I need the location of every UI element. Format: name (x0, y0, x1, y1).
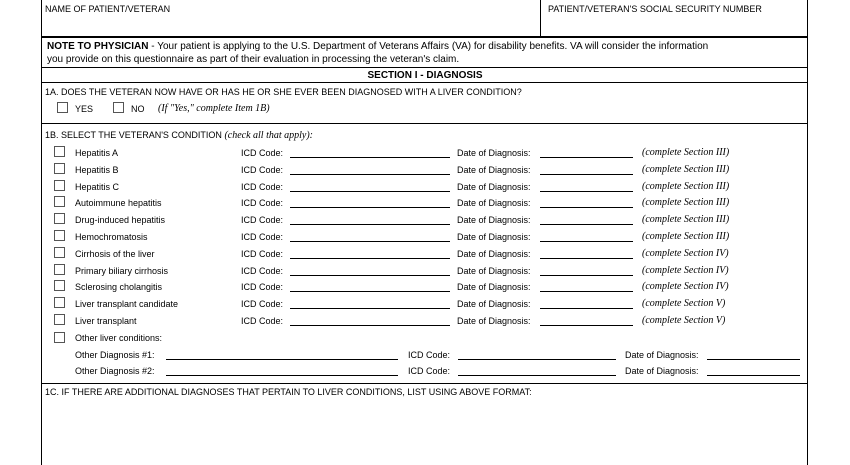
condition-checkbox[interactable] (54, 297, 65, 308)
date-of-diagnosis-field[interactable] (540, 241, 633, 242)
icd-code-field[interactable] (290, 224, 450, 225)
date-of-diagnosis-field[interactable] (540, 325, 633, 326)
condition-name: Hemochromatosis (75, 232, 148, 242)
other-1-date-label: Date of Diagnosis: (625, 350, 699, 360)
date-of-diagnosis-label: Date of Diagnosis: (457, 182, 531, 192)
note-title: NOTE TO PHYSICIAN (47, 41, 149, 52)
icd-code-field[interactable] (290, 191, 450, 192)
condition-name: Cirrhosis of the liver (75, 249, 155, 259)
icd-code-label: ICD Code: (241, 182, 284, 192)
yes-checkbox[interactable] (57, 102, 68, 113)
other-2-icd-label: ICD Code: (408, 366, 451, 376)
yes-label: YES (75, 104, 94, 114)
icd-code-field[interactable] (290, 207, 450, 208)
icd-code-field[interactable] (290, 174, 450, 175)
other-diagnosis-1-field[interactable] (166, 359, 398, 360)
date-of-diagnosis-label: Date of Diagnosis: (457, 215, 531, 225)
condition-checkbox[interactable] (54, 280, 65, 291)
complete-section-note: (complete Section IV) (642, 281, 729, 292)
patient-name-field[interactable] (42, 15, 539, 35)
date-of-diagnosis-field[interactable] (540, 258, 633, 259)
condition-name: Hepatitis C (75, 182, 120, 192)
other-conditions-checkbox[interactable] (54, 332, 65, 343)
ssn-field[interactable] (541, 15, 806, 35)
condition-checkbox[interactable] (54, 230, 65, 241)
icd-code-label: ICD Code: (241, 215, 284, 225)
complete-section-note: (complete Section III) (642, 181, 730, 192)
date-of-diagnosis-field[interactable] (540, 275, 633, 276)
date-of-diagnosis-label: Date of Diagnosis: (457, 198, 531, 208)
question-1b-text: 1B. SELECT THE VETERAN'S CONDITION (45, 130, 225, 140)
complete-section-note: (complete Section V) (642, 315, 726, 326)
icd-code-label: ICD Code: (241, 198, 284, 208)
date-of-diagnosis-field[interactable] (540, 174, 633, 175)
date-of-diagnosis-label: Date of Diagnosis: (457, 249, 531, 259)
date-of-diagnosis-label: Date of Diagnosis: (457, 165, 531, 175)
date-of-diagnosis-field[interactable] (540, 224, 633, 225)
q1a-bottom-rule (41, 123, 808, 124)
condition-checkbox[interactable] (54, 180, 65, 191)
icd-code-label: ICD Code: (241, 282, 284, 292)
icd-code-label: ICD Code: (241, 232, 284, 242)
complete-section-note: (complete Section III) (642, 214, 730, 225)
condition-name: Liver transplant (75, 316, 137, 326)
section-title-rule (41, 82, 808, 83)
icd-code-field[interactable] (290, 275, 450, 276)
condition-checkbox[interactable] (54, 163, 65, 174)
question-1a: 1A. DOES THE VETERAN NOW HAVE OR HAS HE OR SHE EVER BEEN DIAGNOSED WITH A LIVER CONDITION? (45, 87, 522, 97)
other-2-date-field[interactable] (707, 375, 800, 376)
condition-name: Sclerosing cholangitis (75, 282, 163, 292)
icd-code-label: ICD Code: (241, 249, 284, 259)
icd-code-field[interactable] (290, 308, 450, 309)
other-diagnosis-2-field[interactable] (166, 375, 398, 376)
complete-section-note: (complete Section V) (642, 298, 726, 309)
question-1c: 1C. IF THERE ARE ADDITIONAL DIAGNOSES THAT PERTAIN TO LIVER CONDITIONS, LIST USING ABOVE FORMAT: (45, 387, 532, 397)
icd-code-label: ICD Code: (241, 299, 284, 309)
note-text-line1: - Your patient is applying to the U.S. Department of Veterans Affairs (VA) for disability benefits. VA will consider the information (148, 41, 709, 52)
condition-name: Primary biliary cirrhosis (75, 266, 169, 276)
no-label: NO (131, 104, 145, 114)
other-conditions-label: Other liver conditions: (75, 333, 163, 343)
complete-section-note: (complete Section III) (642, 164, 730, 175)
icd-code-label: ICD Code: (241, 266, 284, 276)
condition-checkbox[interactable] (54, 196, 65, 207)
date-of-diagnosis-label: Date of Diagnosis: (457, 316, 531, 326)
no-checkbox[interactable] (113, 102, 124, 113)
patient-name-label: NAME OF PATIENT/VETERAN (45, 4, 171, 14)
condition-checkbox[interactable] (54, 314, 65, 325)
date-of-diagnosis-label: Date of Diagnosis: (457, 299, 531, 309)
complete-section-note: (complete Section III) (642, 197, 730, 208)
condition-name: Hepatitis A (75, 148, 119, 158)
icd-code-field[interactable] (290, 157, 450, 158)
complete-section-note: (complete Section III) (642, 147, 730, 158)
note-text-line2: you provide on this questionnaire as part of their evaluation in processing the veteran's claim. (47, 54, 460, 65)
complete-section-note: (complete Section IV) (642, 265, 729, 276)
ssn-label: PATIENT/VETERAN'S SOCIAL SECURITY NUMBER (548, 4, 762, 14)
icd-code-field[interactable] (290, 241, 450, 242)
note-bottom-rule (41, 67, 808, 68)
icd-code-label: ICD Code: (241, 316, 284, 326)
date-of-diagnosis-label: Date of Diagnosis: (457, 282, 531, 292)
condition-checkbox[interactable] (54, 146, 65, 157)
date-of-diagnosis-field[interactable] (540, 207, 633, 208)
icd-code-field[interactable] (290, 291, 450, 292)
other-diagnosis-1-label: Other Diagnosis #1: (75, 350, 155, 360)
condition-name: Autoimmune hepatitis (75, 198, 162, 208)
note-to-physician (47, 41, 708, 53)
icd-code-field[interactable] (290, 325, 450, 326)
date-of-diagnosis-field[interactable] (540, 191, 633, 192)
condition-checkbox[interactable] (54, 213, 65, 224)
section-title: SECTION I - DIAGNOSIS (367, 70, 483, 81)
complete-section-note: (complete Section IV) (642, 248, 729, 259)
icd-code-label: ICD Code: (241, 148, 284, 158)
complete-section-note: (complete Section III) (642, 231, 730, 242)
no-hint: (If "Yes," complete Item 1B) (158, 103, 270, 114)
other-2-icd-field[interactable] (458, 375, 616, 376)
date-of-diagnosis-label: Date of Diagnosis: (457, 232, 531, 242)
condition-name: Drug-induced hepatitis (75, 215, 166, 225)
question-1b (45, 130, 313, 141)
additional-diagnoses-field[interactable] (42, 400, 807, 464)
header-bottom-rule (41, 36, 808, 38)
other-1-date-field[interactable] (707, 359, 800, 360)
condition-name: Hepatitis B (75, 165, 119, 175)
date-of-diagnosis-field[interactable] (540, 291, 633, 292)
date-of-diagnosis-field[interactable] (540, 157, 633, 158)
condition-name: Liver transplant candidate (75, 299, 179, 309)
date-of-diagnosis-label: Date of Diagnosis: (457, 148, 531, 158)
condition-checkbox[interactable] (54, 247, 65, 258)
other-2-date-label: Date of Diagnosis: (625, 366, 699, 376)
icd-code-field[interactable] (290, 258, 450, 259)
condition-checkbox[interactable] (54, 264, 65, 275)
other-1-icd-field[interactable] (458, 359, 616, 360)
question-1b-hint: (check all that apply): (224, 130, 314, 141)
q1b-bottom-rule (41, 383, 808, 384)
other-diagnosis-2-label: Other Diagnosis #2: (75, 366, 155, 376)
icd-code-label: ICD Code: (241, 165, 284, 175)
date-of-diagnosis-label: Date of Diagnosis: (457, 266, 531, 276)
other-1-icd-label: ICD Code: (408, 350, 451, 360)
date-of-diagnosis-field[interactable] (540, 308, 633, 309)
